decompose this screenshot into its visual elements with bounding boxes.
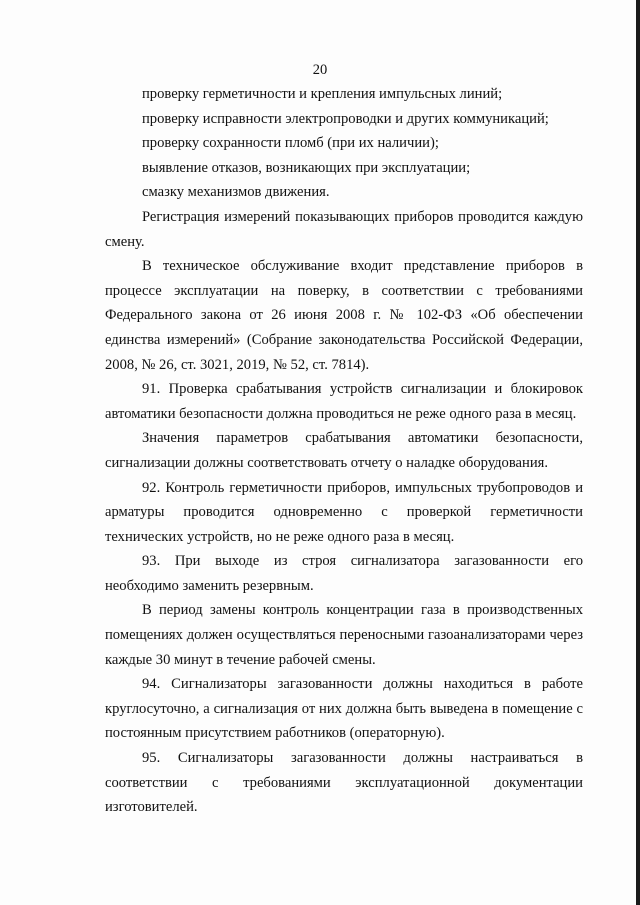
clause-95: 95. Сигнализаторы загазованности должны настраиваться в соответствии с требованиями эксплуатационной документации изготовителей. [105, 750, 583, 816]
list-item-check-wiring: проверку исправности электропроводки и других коммуникаций; [142, 110, 549, 127]
paragraph-parameter-values: Значения параметров срабатывания автоматики безопасности, сигнализации должны соответствовать отчету о наладке оборудования. [105, 430, 583, 471]
paragraph-replacement-period: В период замены контроль концентрации газа в производственных помещениях должен осуществляться переносными газоанализаторами через каждые 30 минут в течение рабочей смены. [105, 602, 583, 668]
paragraph-registration: Регистрация измерений показывающих приборов проводится каждую смену. [105, 208, 583, 250]
paragraph-maintenance-verification: В техническое обслуживание входит представление приборов в процессе эксплуатации на поверку, в соответствии с требованиями Федерального закона от 26 июня 2008 г. № 102-ФЗ «Об обеспечении единства измерений» (Собрание законодательства Российской Федерации, 2008, № 26, ст. 3021, 2019, № 52, ст. 7814). [105, 258, 583, 373]
list-item-lubrication: смазку механизмов движения. [142, 184, 330, 201]
clause-94: 94. Сигнализаторы загазованности должны находиться в работе круглосуточно, а сигнализация от них должна быть выведена в помещение с постоянным присутствием работников (операторную). [105, 676, 583, 742]
list-item-check-seals: проверку сохранности пломб (при их наличии); [142, 135, 439, 152]
clause-92: 92. Контроль герметичности приборов, импульсных трубопроводов и арматуры проводится одновременно с проверкой герметичности технических устройств, но не реже одного раза в месяц. [105, 479, 583, 545]
page-number: 20 [312, 62, 328, 78]
list-item-detect-failures: выявление отказов, возникающих при эксплуатации; [142, 159, 471, 176]
scan-edge [636, 0, 640, 905]
list-item-check-tightness: проверку герметичности и крепления импульсных линий; [142, 86, 503, 102]
clause-91: 91. Проверка срабатывания устройств сигнализации и блокировок автоматики безопасности должна проводиться не реже одного раза в месяц. [105, 381, 583, 422]
document-body [105, 82, 583, 820]
clause-93: 93. При выходе из строя сигнализатора загазованности его необходимо заменить резервным. [105, 553, 583, 594]
